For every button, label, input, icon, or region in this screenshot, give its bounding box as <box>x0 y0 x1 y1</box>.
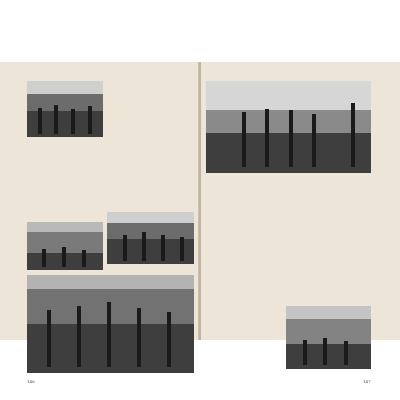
photo-formation-on-field <box>286 306 371 369</box>
article-column <box>206 185 282 375</box>
photo-guard-of-honour <box>206 81 371 173</box>
photo-officers-walking <box>107 212 194 264</box>
magazine-spread <box>0 62 400 384</box>
section-heading <box>286 185 371 191</box>
left-page <box>0 62 199 384</box>
page-number: 147 <box>363 379 371 384</box>
photo-band-on-field <box>27 222 103 270</box>
right-page <box>201 62 400 384</box>
photo-parade-ground <box>27 81 103 137</box>
page-number: 146 <box>27 379 35 384</box>
article-column <box>286 192 371 302</box>
article-column <box>107 81 194 211</box>
photo-crowd-saluting <box>27 275 194 373</box>
